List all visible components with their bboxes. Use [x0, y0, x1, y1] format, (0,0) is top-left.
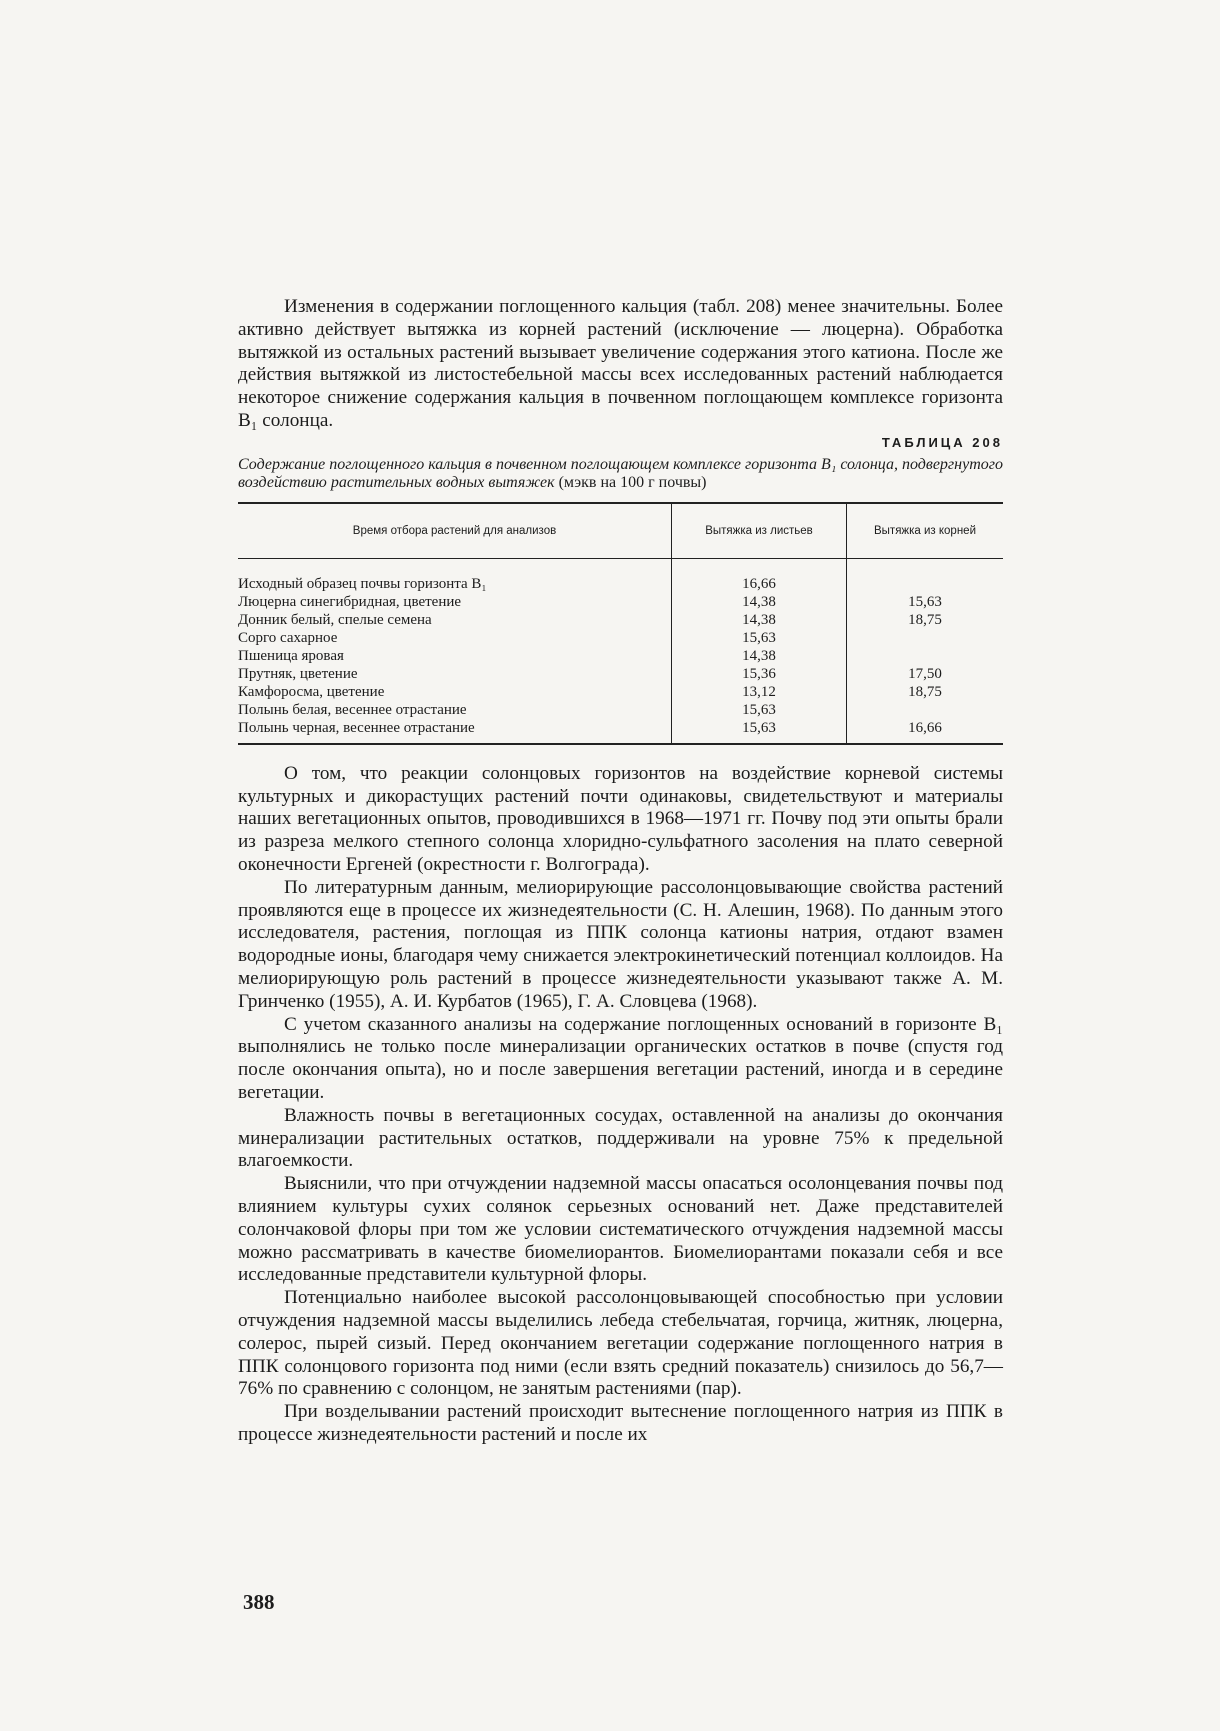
- paragraph: По литературным данным, мелиорирующие рассолонцовывающие свойства растений проявляются еще в процессе их жизнедеятельности (С. Н. Алешин, 1968). По данным этого исследователя, растения, поглощая из ППК солонца катионы натрия, отдают взамен водородные ионы, благодаря чему снижается электрокинетический потенциал коллоидов. На мелиорирующую роль растений в процессе жизнедеятельности указывают также А. М. Гринченко (1955), А. И. Курбатов (1965), Г. А. Словцева (1968).: [238, 876, 1003, 1012]
- row-roots: 17,50: [847, 665, 1004, 683]
- table-caption-units: (мэкв на 100 г почвы): [558, 473, 707, 491]
- row-roots: [847, 647, 1004, 665]
- calcium-table: [238, 502, 1003, 745]
- table-row: [238, 629, 1003, 647]
- row-roots: [847, 701, 1004, 719]
- row-roots: 18,75: [847, 683, 1004, 701]
- paragraph: Влажность почвы в вегетационных сосудах, оставленной на анализы до окончания минерализации растительных остатков, поддерживали на уровне 75% к предельной влагоемкости.: [238, 1104, 1003, 1172]
- page-body: [238, 296, 1003, 1447]
- intro-paragraph: Изменения в содержании поглощенного кальция (табл. 208) менее значительны. Более активно действует вытяжка из корней растений (исключение — люцерна). Обработка вытяжкой из остальных растений вызывает увеличение содержания этого катиона. После же действия вытяжкой из листостебельной массы всех исследованных растений наблюдается некоторое снижение содержания кальция в почвенном поглощающем комплексе горизонта В₁ солонца.: [238, 296, 1003, 431]
- header-root-extract: Вытяжка из корней: [847, 503, 1004, 559]
- row-leaves: 14,38: [672, 611, 847, 629]
- row-name: Сорго сахарное: [238, 629, 338, 646]
- row-name: Люцерна синегибридная, цветение: [238, 593, 462, 610]
- table-row: [238, 683, 1003, 701]
- paragraph: Потенциально наиболее высокой рассолонцовывающей способностью при условии отчуждения надземной массы выделились лебеда стебельчатая, горчица, житняк, люцерна, солерос, пырей сизый. Перед окончанием вегетации содержание поглощенного натрия в ППК солонцового горизонта под ними (если взять средний показатель) снизилось до 56,7—76% по сравнению с солонцом, не занятым растениями (пар).: [238, 1287, 1003, 1400]
- row-name: Камфоросма, цветение: [238, 683, 385, 700]
- row-leaves: 14,38: [672, 593, 847, 611]
- table-row: [238, 611, 1003, 629]
- row-leaves: 15,63: [672, 719, 847, 744]
- row-leaves: 15,63: [672, 629, 847, 647]
- table-label: ТАБЛИЦА 208: [881, 434, 1003, 450]
- paragraph: О том, что реакции солонцовых горизонтов на воздействие корневой системы культурных и дикорастущих растений почти одинаковы, свидетельствуют и материалы наших вегетационных опытов, проводившихся в 1968—1971 гг. Почву под эти опыты брали из разреза мелкого степного солонца хлоридно-сульфатного засоления на плато северной оконечности Ергеней (окрестности г. Волгограда).: [238, 762, 1003, 875]
- header-leaf-extract: Вытяжка из листьев: [672, 503, 847, 559]
- table-header-row: [238, 503, 1003, 559]
- table-caption: [238, 456, 1003, 492]
- body-text: [238, 763, 1003, 1447]
- table-row: [238, 701, 1003, 719]
- header-sampling-time: Время отбора растений для анализов: [238, 503, 672, 559]
- paragraph: При возделывании растений происходит вытеснение поглощенного натрия из ППК в процессе жизнедеятельности растений и после их: [238, 1401, 1003, 1445]
- row-roots: [847, 629, 1004, 647]
- row-name: Исходный образец почвы горизонта В₁: [238, 575, 487, 592]
- table-spacer: [238, 558, 1003, 575]
- row-roots: 15,63: [847, 593, 1004, 611]
- row-leaves: 13,12: [672, 683, 847, 701]
- row-leaves: 14,38: [672, 647, 847, 665]
- table-caption-title: Содержание поглощенного кальция в почвенном поглощающем комплексе горизонта В₁ солонца, подвергнутого воздействию растительных водных вытяжек: [238, 455, 1003, 491]
- table-row: [238, 575, 1003, 593]
- row-leaves: 16,66: [672, 575, 847, 593]
- row-name: Прутняк, цветение: [238, 665, 358, 682]
- table-row: [238, 647, 1003, 665]
- row-name: Донник белый, спелые семена: [238, 611, 432, 628]
- row-name: Пшеница яровая: [238, 647, 344, 664]
- row-leaves: 15,63: [672, 701, 847, 719]
- paragraph: Выяснили, что при отчуждении надземной массы опасаться осолонцевания почвы под влиянием культуры сухих солянок серьезных оснований нет. Даже представителей солончаковой флоры при том же условии систематического отчуждения надземной массы можно рассматривать в качестве биомелиорантов. Биомелиорантами показали себя и все исследованные представители культурной флоры.: [238, 1173, 1003, 1286]
- row-leaves: 15,36: [672, 665, 847, 683]
- table-row: [238, 593, 1003, 611]
- table-row: [238, 719, 1003, 744]
- row-name: Полынь черная, весеннее отрастание: [238, 719, 672, 744]
- row-roots: 18,75: [847, 611, 1004, 629]
- row-roots: [847, 575, 1004, 593]
- table-row: [238, 665, 1003, 683]
- page-number: 388: [243, 1590, 275, 1614]
- paragraph: С учетом сказанного анализы на содержание поглощенных оснований в горизонте В₁ выполнялись не только после минерализации органических остатков в почве (спустя год после окончания опыта), но и после завершения вегетации растений, иногда и в середине вегетации.: [238, 1013, 1003, 1103]
- row-name: Полынь белая, весеннее отрастание: [238, 701, 467, 718]
- row-roots: 16,66: [847, 719, 1004, 744]
